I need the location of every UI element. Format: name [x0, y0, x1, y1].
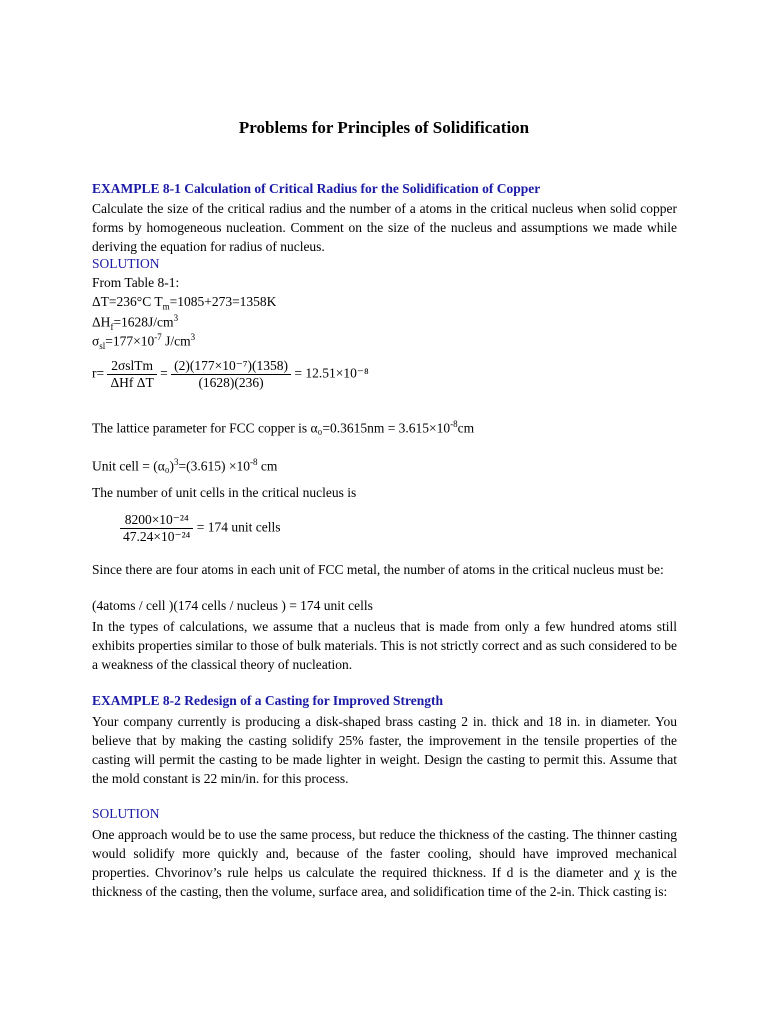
example-8-1-intro: Calculate the size of the critical radius and the number of a atoms in the critical nucleus when solid copper forms by homogeneous nucleation. Comment on the size of the nucleus and assumptions we made while deriving the equation for radius of nucleus.: [92, 201, 677, 254]
delta-hf-a: ΔH: [92, 314, 111, 330]
sigma-a: σ: [92, 333, 100, 349]
r-result: = 12.51×10⁻⁸: [294, 365, 369, 381]
calc-line: (4atoms / cell )(174 cells / nucleus ) = 174 unit cells: [92, 598, 373, 613]
types-paragraph: In the types of calculations, we assume that a nucleus that is made from only a few hundred atoms still exhibits properties similar to those of bulk materials. This is not strictly correct and as such considered to be a weakness of the classical theory of nucleation.: [92, 619, 677, 672]
delta-hf-line: [92, 313, 178, 332]
unit-sup: 3: [174, 457, 179, 467]
unit-c: cm: [257, 458, 278, 474]
r-num-1: 2σslTm: [107, 358, 156, 375]
cells-den: 47.24×10⁻²⁴: [123, 529, 191, 544]
sigma-sup2: 3: [190, 332, 196, 342]
lattice-sup: -8: [450, 419, 458, 429]
delta-t-sub: m: [162, 301, 170, 312]
example-8-2-solution-label: SOLUTION: [92, 806, 160, 821]
r-fraction-2: [171, 358, 291, 391]
r-den-1: ΔHf ΔT: [110, 375, 154, 390]
num-cells-text: The number of unit cells in the critical nucleus is: [92, 485, 357, 500]
unit-a: Unit cell = (α₀): [92, 458, 174, 474]
lattice-b: α₀=0.3615nm = 3.615×10: [310, 420, 451, 436]
unit-cell-line: [92, 457, 277, 475]
r-fraction-1: [107, 358, 156, 391]
delta-hf-sub: f: [110, 322, 114, 333]
r-eq: =: [160, 365, 168, 381]
cells-fraction: [120, 512, 193, 545]
delta-t-rest: =1085+273=1358K: [169, 294, 277, 309]
unit-sup2: -8: [249, 457, 258, 467]
example-8-2-heading: EXAMPLE 8-2 Redesign of a Casting for Improved Strength: [92, 693, 444, 708]
sigma-b: =177×10: [105, 333, 155, 349]
radius-equation: [92, 358, 369, 391]
cells-num: 8200×10⁻²⁴: [120, 512, 193, 529]
cells-equation: [120, 512, 280, 545]
sigma-c: J/cm: [161, 333, 191, 349]
r-prefix: r=: [92, 365, 105, 381]
r-num-2: (2)(177×10⁻⁷)(1358): [171, 358, 291, 375]
example-8-1-heading: EXAMPLE 8-1 Calculation of Critical Radius for the Solidification of Copper: [92, 181, 541, 196]
example-8-2-intro: Your company currently is producing a disk-shaped brass casting 2 in. thick and 18 in. in diameter. You believe that by making the casting solidify 25% faster, the improvement in the tensile properties of the casting will permit the casting to be made lighter in weight. Design the casting to permit this. Assume that the mold constant is 22 min/in. for this process.: [92, 714, 677, 786]
delta-hf-b: =1628J/cm: [113, 314, 174, 330]
lattice-line: [92, 419, 474, 437]
r-den-2: (1628)(236): [198, 375, 264, 390]
example-8-2-body: One approach would be to use the same process, but reduce the thickness of the casting. The thinner casting would solidify more quickly and, because of the faster cooling, should have improved mechanical properties. Chvorinov’s rule helps us calculate the required thickness. If d is the diameter and χ is the thickness of the casting, then the volume, surface area, and solidification time of the 2-in. Thick casting is:: [92, 827, 677, 899]
page-title: Problems for Principles of Solidification: [238, 118, 530, 137]
sigma-line: [92, 332, 195, 351]
lattice-c: cm: [457, 420, 475, 436]
lattice-a: The lattice parameter for FCC copper is: [92, 420, 311, 436]
sigma-sub: sl: [99, 341, 106, 352]
delta-t-text: ΔT=236°C T: [92, 294, 163, 309]
since-paragraph: Since there are four atoms in each unit of FCC metal, the number of atoms in the critical nucleus must be:: [92, 562, 664, 577]
unit-b: =(3.615) ×10: [178, 458, 250, 474]
delta-hf-sup: 3: [173, 313, 179, 323]
example-8-1-solution-label: SOLUTION: [92, 256, 160, 271]
cells-result: = 174 unit cells: [196, 519, 281, 535]
sigma-sup: -7: [154, 332, 162, 342]
from-table-text: From Table 8-1:: [92, 275, 180, 290]
delta-t-line: [92, 294, 276, 312]
